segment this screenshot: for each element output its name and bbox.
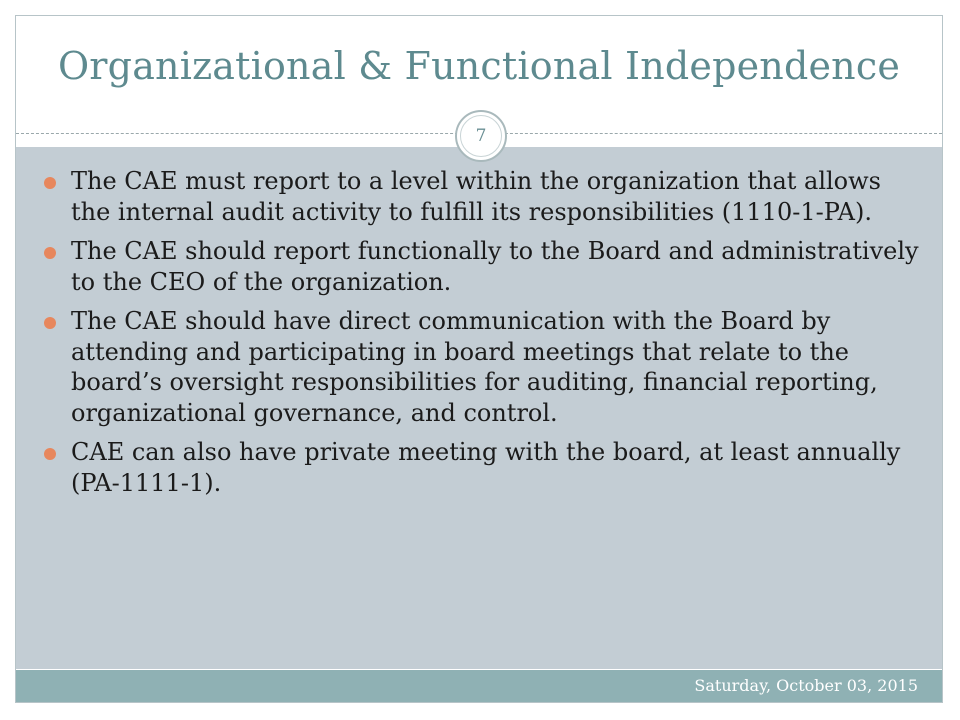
bullet-item	[44, 236, 924, 297]
bullet-marker-icon	[44, 177, 56, 189]
bullet-item	[44, 306, 924, 428]
footer-band	[16, 670, 942, 702]
bullet-text: CAE can also have private meeting with the board, at least annually (PA-1111-1).	[71, 438, 901, 497]
bullet-item	[44, 437, 924, 498]
page-number: 7	[475, 126, 487, 146]
bullet-text: The CAE should have direct communication with the Board by attending and participating in board meetings that relate to the board’s oversight responsibilities for auditing, financial reporting, organizational governance, and control.	[71, 307, 878, 427]
bullet-list	[44, 166, 924, 507]
bullet-marker-icon	[44, 317, 56, 329]
bullet-text: The CAE must report to a level within the organization that allows the internal audit activity to fulfill its responsibilities (1110-1-PA).	[71, 167, 881, 226]
footer-date: Saturday, October 03, 2015	[694, 676, 918, 695]
bullet-marker-icon	[44, 448, 56, 460]
bullet-item	[44, 166, 924, 227]
page-number-badge	[455, 110, 507, 162]
bullet-text: The CAE should report functionally to the Board and administratively to the CEO of the organization.	[71, 237, 919, 296]
slide-title: Organizational & Functional Independence	[57, 44, 901, 88]
bullet-marker-icon	[44, 247, 56, 259]
